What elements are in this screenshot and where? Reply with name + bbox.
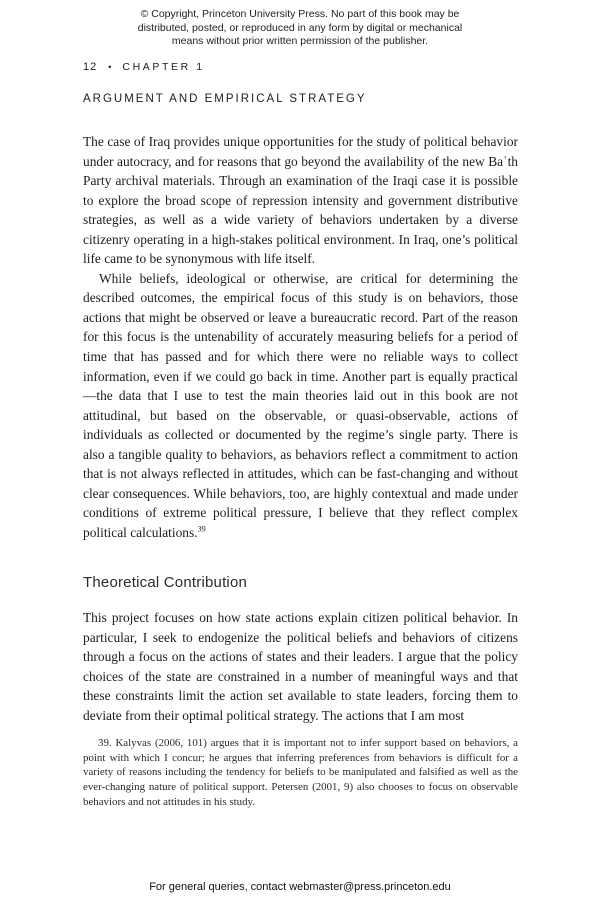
copyright-line: means without prior written permission of the publisher. [171,35,429,47]
footnote-reference: 39 [197,524,206,534]
copyright-notice [0,8,600,49]
running-head [83,61,517,73]
section-heading: ARGUMENT AND EMPIRICAL STRATEGY [83,93,367,105]
copyright-line: © Copyright, Princeton University Press. No part of this book may be [140,8,460,20]
page-number: 12 [83,61,98,73]
bullet-separator: • [108,62,112,72]
paragraph-text: While beliefs, ideological or otherwise, are critical for determining the described outcomes, the empirical focus of this study is on behaviors, those actions that might be observed or leave a bureaucratic record. Part of the reason for this focus is the untenability of accurately measuring beliefs for a period of time that has passed and for which there were no reliable ways to collect information, even if we could go back in time. Another part is equally practical—the data that I use to test the main theories laid out in this book are not attitudinal, but based on the observable, or quasi-observable, actions of individuals as collected or documented by the regime’s single party. There is also a tangible quality to behaviors, as behaviors reflect a commitment to action that is not always reflected in attitudes, which can be fast-changing and without clear consequences. While behaviors, too, are highly contextual and made under conditions of extreme political pressure, I believe that they reflect complex political calculations. [83,270,518,540]
chapter-label: CHAPTER 1 [122,61,205,73]
copyright-line: distributed, posted, or reproduced in any form by digital or mechanical [137,21,463,34]
paragraph: This project focuses on how state actions explain citizen political behavior. In particular, I seek to endogenize the political beliefs and behaviors of citizens through a focus on the actions of states and their leaders. I argue that the policy choices of the state are constrained in a number of meaningful ways and that these constraints limit the action set available to state leaders, forcing them to deviate from their optimal political strategy. The actions that I am most [83,610,518,723]
paragraph [83,269,518,543]
paragraph: The case of Iraq provides unique opportunities for the study of political behavior under autocracy, and for reasons that go beyond the availability of the new Baʿth Party archival materials. Through an examination of the Iraqi case it is possible to explore the broad scope of repression intensity and government distributive strategies, as well as a wide variety of behaviors undertaken by a diverse citizenry operating in a high-stakes political environment. In Iraq, one’s political life came to be synonymous with life itself. [83,134,518,267]
footnote-block [83,736,518,810]
footnote-text: 39. Kalyvas (2006, 101) argues that it is important not to infer support based on behaviors, a point with which I concur; he argues that inferring preferences from behaviors is difficult for a variety of reasons including the tendency for beliefs to be manipulated and falsified as well as the ever-changing nature of political support. Petersen (2001, 9) also chooses to focus on observable behaviors and not attitudes in his study. [83,737,518,808]
subsection-heading: Theoretical Contribution [83,574,248,592]
page-footer: For general queries, contact webmaster@press.princeton.edu [149,881,451,893]
body-text [83,132,518,725]
